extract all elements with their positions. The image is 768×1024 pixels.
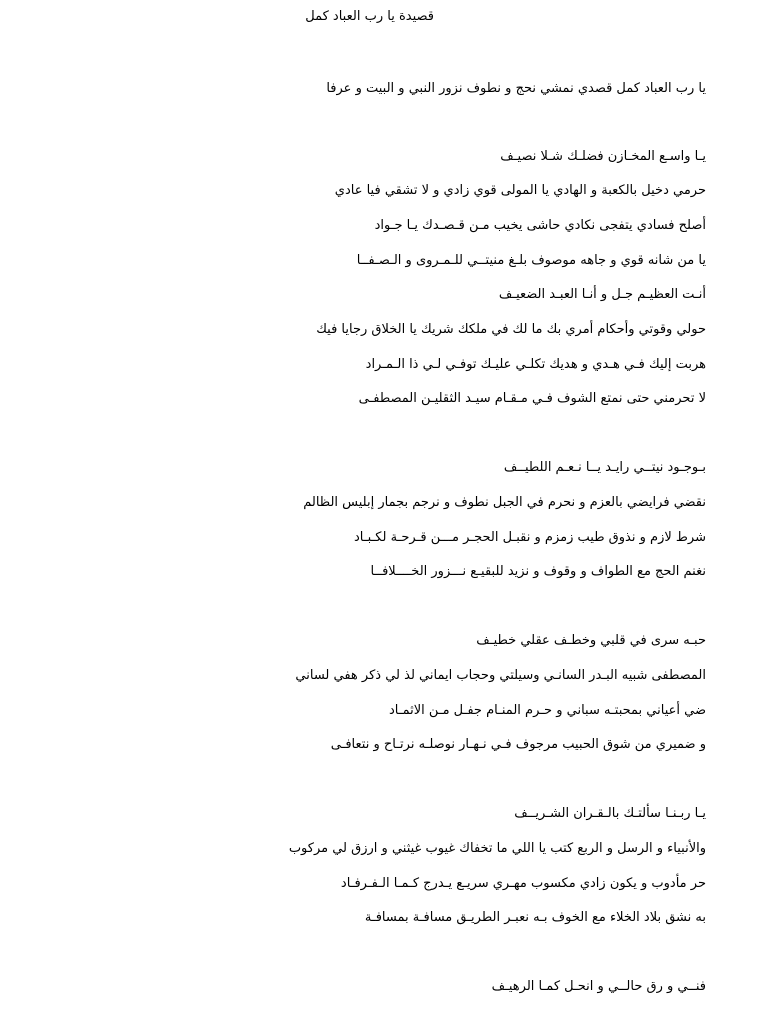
poem-line: يا من شانه قوي و جاهه موصوف بلـغ منيتــي للـمـروى و الـصـفــا bbox=[356, 253, 706, 268]
poem-line: لا تحرمني حتى نمتع الشوف فـي مـقـام سيـد الثقليـن المصطفـى bbox=[358, 391, 706, 406]
poem-line: حبـه سرى في قلبي وخطـف عقلي خطيـف bbox=[476, 633, 706, 648]
poem-line: المصطفى شبيه البـدر السانـي وسيلتي وحجاب ايماني لذ لي ذكر هفي لساني bbox=[295, 668, 706, 683]
poem-line: شرط لازم و نذوق طيب زمزم و نقبـل الحجـر مـــن قـرحـة لكـبـاد bbox=[354, 530, 706, 545]
poem-line: يا رب العباد كمل قصدي نمشي نحج و نطوف نزور النبي و البيت و عرفا bbox=[326, 81, 706, 96]
poem-line: ضي أعياني بمحبتـه سباني و حـرم المنـام جفـل مـن الاثمـاد bbox=[389, 703, 706, 718]
poem-line: نغنم الحج مع الطواف و وقوف و نزيد للبقيـع نـــزور الخــــلافــا bbox=[370, 564, 706, 579]
poem-line: نقضي فرايضي بالعزم و نحرم في الجبل نطوف و نرجم بجمار إبليس الظالم bbox=[303, 495, 706, 510]
poem-line: يـا ربـنـا سألتـك بالـقـران الشـريــف bbox=[514, 806, 706, 821]
poem-line: حولي وقوتي وأحكام أمري بك ما لك في ملكك شريك يا الخلاق رجايا فيك bbox=[316, 322, 706, 337]
poem-line: بـوجـود نيتــي رايـد يــا نـعـم اللطيــف bbox=[503, 460, 706, 475]
poem-title: قصيدة يا رب العباد كمل bbox=[305, 9, 434, 24]
poem-line: أنـت العظيـم جـل و أنـا العبـد الضعيـف bbox=[498, 287, 706, 302]
poem-line: فنــي و رق حالــي و انحـل كمـا الرهيـف bbox=[491, 979, 706, 994]
poem-line: أصلح فسادي يتفجى نكادي حاشى يخيب مـن قـصـدك يـا جـواد bbox=[374, 218, 706, 233]
poem-line: حرمي دخيل بالكعبة و الهادي يا المولى قوي زادي و لا تشقي فيا عادي bbox=[334, 183, 706, 198]
poem-line: به نشق بلاد الخلاء مع الخوف بـه نعبـر الطريـق مسافـة بمسافـة bbox=[364, 910, 706, 925]
poem-line: يـا واسـع المخـازن فضلـك شـلا نصيـف bbox=[500, 149, 706, 164]
poem-line: حر مأدوب و يكون زادي مكسوب مهـري سريـع يـدرج كـمـا الـفـرفـاد bbox=[340, 876, 706, 891]
poem-line: والأنبياء و الرسل و الربع كتب يا اللي ما تخفاك غيوب غيثني و ارزق لي مركوب bbox=[288, 841, 706, 856]
poem-line: و ضميري من شوق الحبيب مرجوف فـي نـهـار نوصلـه نرتـاح و نتعافـى bbox=[330, 737, 706, 752]
poem-line: هربت إليك فـي هـدي و هديك تكلـي عليـك توفـي لـي ذا الـمـراد bbox=[365, 357, 706, 372]
